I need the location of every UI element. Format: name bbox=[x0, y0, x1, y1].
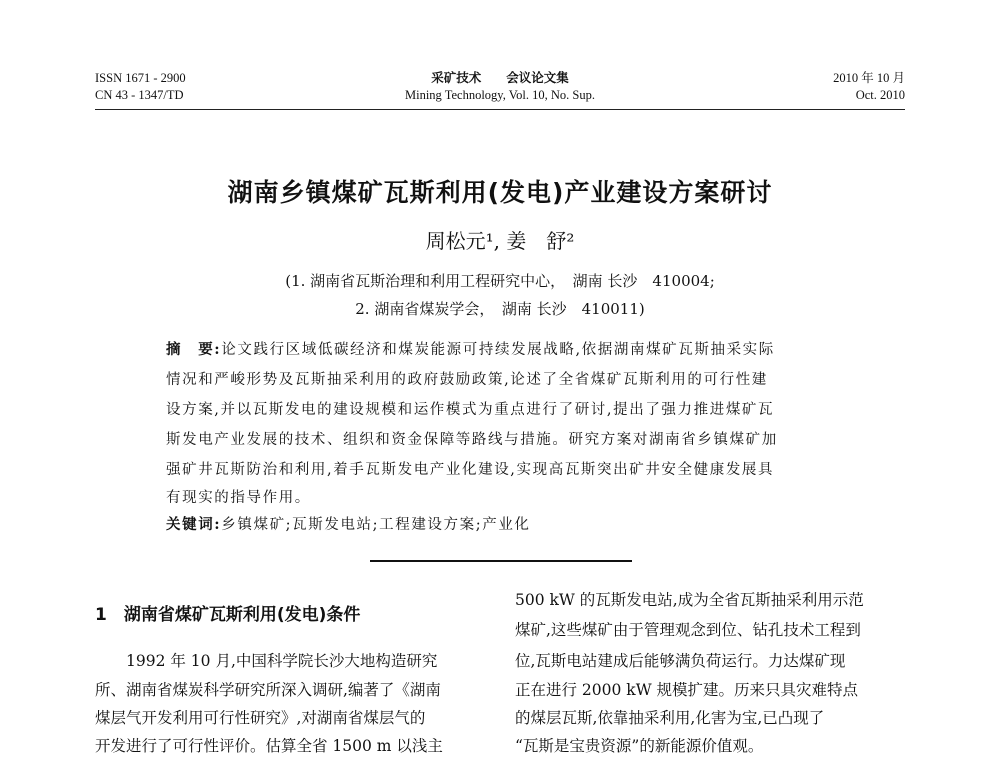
abstract-line: 情况和严峻形势及瓦斯抽采利用的政府鼓励政策,论述了全省煤矿瓦斯利用的可行性建 bbox=[166, 372, 768, 388]
date-cn: 2010 年 10 月 bbox=[833, 71, 905, 85]
body-line: 煤矿,这些煤矿由于管理观念到位、钻孔技术工程到 bbox=[515, 621, 861, 639]
body-line: 煤层气开发利用可行性研究》,对湖南省煤层气的 bbox=[95, 709, 426, 727]
journal-name-en: Mining Technology, Vol. 10, No. Sup. bbox=[405, 88, 595, 102]
affiliation-2: 2. 湖南省煤炭学会， 湖南 长沙 410011) bbox=[355, 300, 645, 318]
issn-info bbox=[95, 70, 186, 104]
body-line: 正在进行 2000 kW 规模扩建。历来只具灾难特点 bbox=[515, 681, 859, 699]
abstract-line: 斯发电产业发展的技术、组织和资金保障等路线与措施。研究方案对湖南省乡镇煤矿加 bbox=[166, 432, 778, 448]
body-line: 的煤层瓦斯,依靠抽采利用,化害为宝,已凸现了 bbox=[515, 709, 825, 727]
cn-number: CN 43 - 1347/TD bbox=[95, 88, 184, 102]
body-line: 开发进行了可行性评价。估算全省 1500 m 以浅主 bbox=[95, 737, 443, 755]
issn: ISSN 1671 - 2900 bbox=[95, 71, 186, 85]
body-line: 所、湖南省煤炭科学研究所深入调研,编著了《湖南 bbox=[95, 681, 441, 699]
abstract-line: 有现实的指导作用。 bbox=[166, 490, 311, 506]
abstract-line: 设方案,并以瓦斯发电的建设规模和运作模式为重点进行了研讨,提出了强力推进煤矿瓦 bbox=[166, 402, 775, 418]
body-line: 1992 年 10 月,中国科学院长沙大地构造研究 bbox=[95, 652, 438, 670]
journal-name-cn: 采矿技术 会议论文集 bbox=[431, 71, 569, 85]
keywords-label: 关键词: bbox=[166, 516, 222, 533]
header-rule bbox=[95, 109, 905, 110]
authors: 周松元¹, 姜 舒² bbox=[425, 229, 575, 253]
abstract-text: 论文践行区域低碳经济和煤炭能源可持续发展战略,依据湖南煤矿瓦斯抽采实际 bbox=[221, 342, 775, 358]
journal-info bbox=[300, 70, 700, 104]
abstract-label: 摘 要: bbox=[166, 341, 222, 358]
paper-title: 湖南乡镇煤矿瓦斯利用(发电)产业建设方案研讨 bbox=[227, 178, 773, 207]
body-line: 500 kW 的瓦斯发电站,成为全省瓦斯抽采利用示范 bbox=[515, 591, 864, 609]
date-info bbox=[833, 70, 905, 104]
abstract-separator bbox=[370, 560, 632, 562]
section-heading: 1 湖南省煤矿瓦斯利用(发电)条件 bbox=[95, 605, 361, 625]
affiliation-1: (1. 湖南省瓦斯治理和利用工程研究中心， 湖南 长沙 410004; bbox=[285, 272, 715, 290]
keywords-text: 乡镇煤矿;瓦斯发电站;工程建设方案;产业化 bbox=[221, 517, 531, 533]
body-line: 位,瓦斯电站建成后能够满负荷运行。力达煤矿现 bbox=[515, 652, 846, 670]
body-line: “瓦斯是宝贵资源”的新能源价值观。 bbox=[515, 737, 764, 755]
keywords bbox=[166, 513, 846, 534]
abstract-line bbox=[166, 338, 846, 359]
date-en: Oct. 2010 bbox=[855, 88, 905, 102]
abstract-line: 强矿井瓦斯防治和利用,着手瓦斯发电产业化建设,实现高瓦斯突出矿井安全健康发展具 bbox=[166, 462, 775, 478]
